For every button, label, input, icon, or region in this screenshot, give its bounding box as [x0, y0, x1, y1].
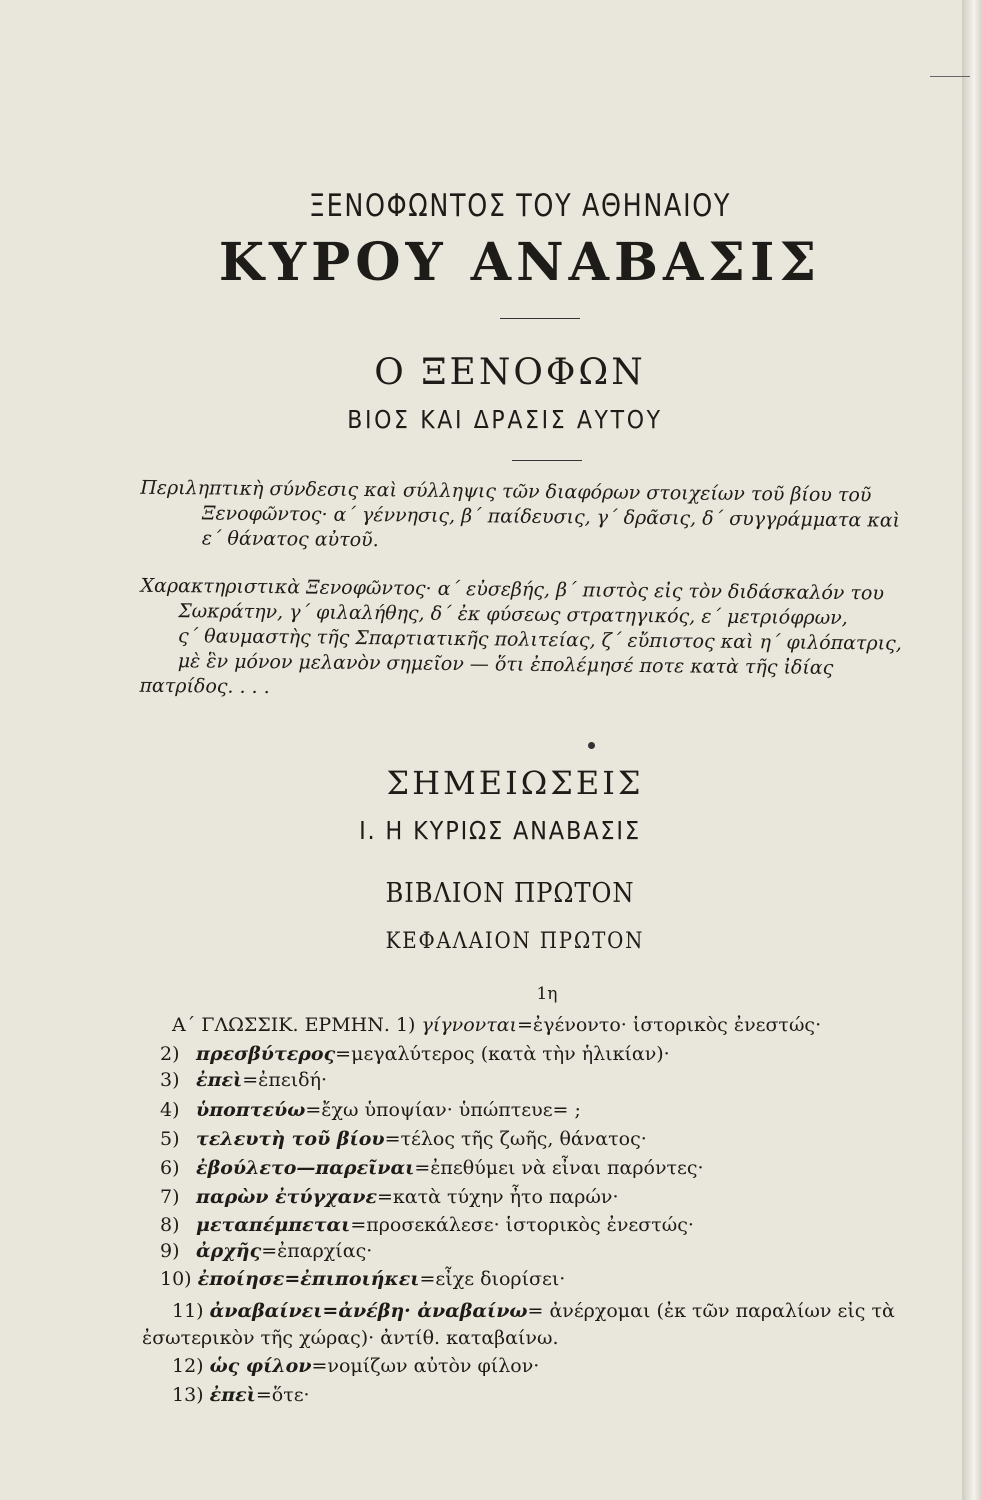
text-line: Σωκράτην, γ´ φιλαλήθης, δ´ ἐκ φύσεως στρατηγικός, ε´ μετριόφρων, — [178, 600, 848, 630]
note-gloss: =εἶχε διορίσει· — [419, 1268, 566, 1290]
note-number: 9) — [160, 1240, 180, 1262]
note-line — [172, 1384, 310, 1406]
note-line — [160, 1268, 565, 1290]
note-number: 7) — [160, 1186, 180, 1208]
note-line — [160, 1128, 647, 1150]
note-gloss: =νομίζων αὐτὸν φίλον· — [311, 1355, 540, 1377]
chapter-heading: ΚΕΦΑΛΑΙΟΝ ΠΡΩΤΟΝ — [385, 929, 645, 954]
note-term: παρὼν ἐτύγχανε — [196, 1186, 378, 1208]
page-edge — [962, 0, 982, 1500]
note-line — [160, 1214, 694, 1236]
note-number: 2) — [160, 1043, 180, 1065]
ornament-dot — [588, 742, 595, 749]
note-line — [172, 1300, 895, 1322]
note-term: ἐποίησε=ἐπιποιήκει — [197, 1268, 420, 1290]
note-term: ἀναβαίνει=ἀνέβη· ἀναβαίνω — [209, 1300, 528, 1322]
note-gloss: = ἀνέρχομαι (ἐκ τῶν παραλίων εἰς τὰ — [527, 1300, 895, 1322]
divider — [512, 460, 582, 461]
note-gloss: =ἐπειδή· — [242, 1069, 328, 1091]
note-gloss: =ἐπαρχίας· — [261, 1240, 373, 1262]
note-number: 3) — [160, 1069, 180, 1091]
note-number: 10) — [160, 1268, 192, 1290]
note-number: 12) — [172, 1355, 204, 1377]
note-line — [160, 1069, 327, 1091]
text-line: πατρίδος. . . . — [139, 674, 270, 699]
note-term: ἀρχῆς — [196, 1240, 262, 1262]
text-line: ε´ θάνατος αὐτοῦ. — [201, 527, 379, 552]
note-number: 5) — [160, 1128, 180, 1150]
note-line — [172, 1355, 539, 1377]
note-gloss: =προσεκάλεσε· ἱστορικὸς ἐνεστώς· — [350, 1214, 694, 1236]
notes-heading: ΣΗΜΕΙΩΣΕΙΣ — [386, 764, 644, 802]
note-number: 8) — [160, 1214, 180, 1236]
note-number: 13) — [172, 1384, 204, 1406]
text-line: Ξενοφῶντος· α´ γέννησις, β´ παίδευσις, γ´ δρᾶσις, δ´ συγγράμματα καὶ — [201, 502, 901, 532]
signature-mark: 1η — [536, 984, 558, 1004]
note-line — [160, 1240, 372, 1262]
note-line — [160, 1157, 704, 1179]
note-line — [160, 1186, 619, 1208]
note-gloss: =ἔχω ὑποψίαν· ὑπώπτευε= ; — [305, 1099, 581, 1121]
corner-rule — [930, 76, 970, 77]
work-title: ΚΥΡΟΥ ΑΝΑΒΑΣΙΣ — [218, 232, 822, 293]
divider — [500, 318, 580, 319]
intro-paragraph-1 — [140, 476, 961, 560]
note-gloss: =ἐγένοντο· ἱστορικὸς ἐνεστώς· — [517, 1014, 822, 1036]
note-gloss: =ἐπεθύμει νὰ εἶναι παρόντες· — [414, 1157, 704, 1179]
note-term: γίγνονται — [421, 1014, 517, 1036]
note-number: 6) — [160, 1157, 180, 1179]
note-term: ἐπεὶ — [196, 1069, 243, 1091]
note-term: ἐβούλετο—παρεῖναι — [196, 1157, 415, 1179]
note-number: 4) — [160, 1099, 180, 1121]
text-line: ς´ θαυμαστὴς τῆς Σπαρτιατικῆς πολιτείας, ζ´ εὔπιστος καὶ η´ φιλόπατρις, — [177, 625, 902, 655]
note-term: τελευτὴ τοῦ βίου — [196, 1128, 385, 1150]
note-gloss: ἐσωτερικὸν τῆς χώρας)· ἀντίθ. καταβαίνω. — [142, 1327, 559, 1349]
note-number: 11) — [172, 1300, 204, 1322]
note-term: ὑποπτεύω — [196, 1099, 306, 1121]
note-number: Α´ ΓΛΩΣΣΙΚ. ΕΡΜΗΝ. 1) — [172, 1014, 416, 1036]
section-title: Ο ΞΕΝΟΦΩΝ — [374, 352, 646, 393]
note-line — [172, 1014, 821, 1036]
note-gloss: =ὅτε· — [255, 1384, 310, 1406]
text-line: Χαρακτηριστικὰ Ξενοφῶντος· α´ εὐσεβής, β´ πιστὸς εἰς τὸν διδάσκαλόν του — [140, 574, 885, 605]
section-subtitle: ΒΙΟΣ ΚΑΙ ΔΡΑΣΙΣ ΑΥΤΟΥ — [347, 405, 663, 434]
author-heading: ΞΕΝΟΦΩΝΤΟΣ ΤΟΥ ΑΘΗΝΑΙΟΥ — [308, 188, 732, 224]
note-line — [160, 1099, 581, 1121]
note-gloss: =τέλος τῆς ζωῆς, θάνατος· — [384, 1128, 647, 1150]
note-term: ὡς φίλον — [209, 1355, 312, 1377]
book-heading: ΒΙΒΛΙΟΝ ΠΡΩΤΟΝ — [385, 878, 635, 909]
note-line — [160, 1043, 670, 1065]
part-heading: I. Η ΚΥΡΙΩΣ ΑΝΑΒΑΣΙΣ — [359, 816, 641, 845]
note-gloss: =μεγαλύτερος (κατὰ τὴν ἡλικίαν)· — [335, 1043, 670, 1065]
text-line: μὲ ἓν μόνον μελανὸν σημεῖον — ὅτι ἐπολέμησέ ποτε κατὰ τῆς ἰδίας — [177, 650, 834, 679]
note-term: πρεσβύτερος — [196, 1043, 336, 1065]
note-gloss: =κατὰ τύχην ἦτο παρών· — [377, 1186, 619, 1208]
note-term: μεταπέμπεται — [196, 1214, 351, 1236]
note-line-continuation — [142, 1327, 559, 1349]
note-term: ἐπεὶ — [209, 1384, 256, 1406]
text-line: Περιληπτικὴ σύνδεσις καὶ σύλληψις τῶν διαφόρων στοιχείων τοῦ βίου τοῦ — [140, 476, 872, 507]
intro-paragraph-2 — [139, 574, 960, 708]
